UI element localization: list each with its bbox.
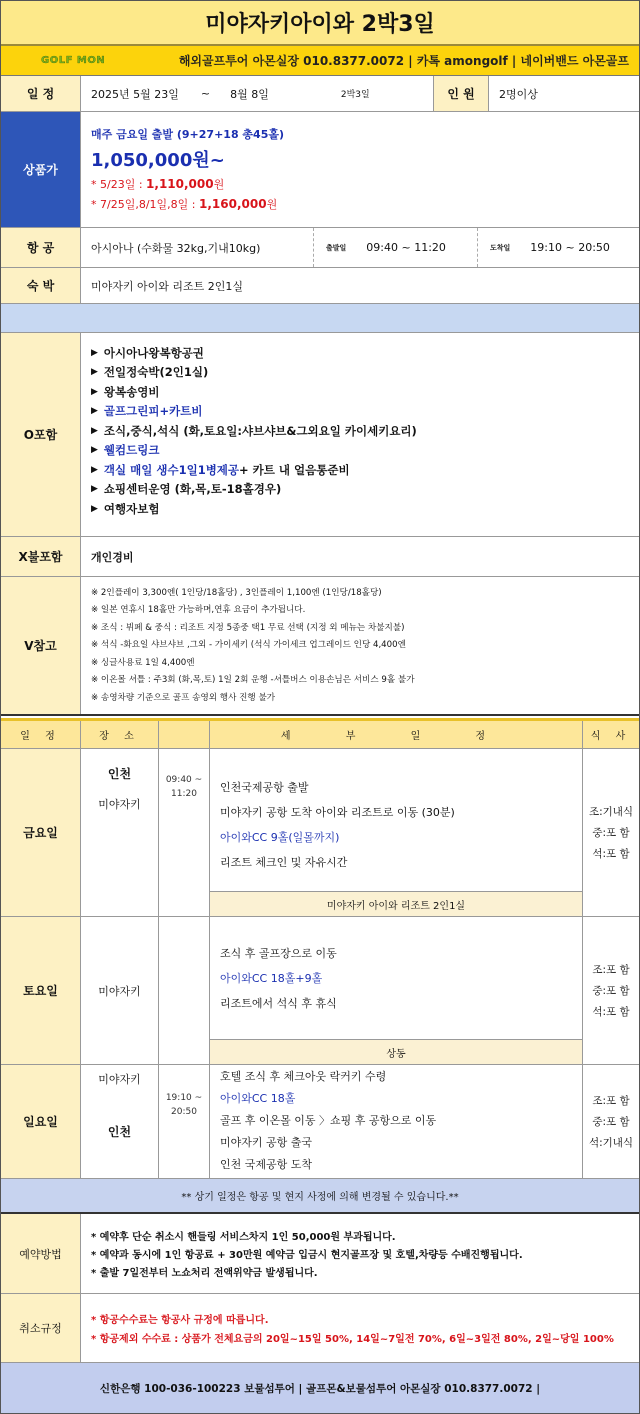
excluded-value: 개인경비 (91, 550, 134, 564)
place: 미야자키 (98, 1073, 141, 1086)
detail-item: 골프 후 이온몰 이동 〉쇼핑 후 공항으로 이동 (220, 1114, 437, 1127)
price-block (81, 112, 284, 227)
meal-item: 조:기내식 (588, 806, 634, 818)
detail-list (210, 749, 582, 891)
place: 인천 (107, 767, 132, 781)
schedule-header (1, 721, 639, 749)
triangle-bullet-icon: ▶ (91, 484, 98, 495)
triangle-bullet-icon: ▶ (91, 367, 98, 378)
reservation-row (1, 1214, 639, 1294)
included-row (1, 333, 639, 537)
period-start: 2025년 5월 23일 (91, 87, 179, 101)
triangle-bullet-icon: ▶ (91, 425, 98, 436)
notes-row (1, 577, 639, 716)
meal-item: 석:기내식 (588, 1137, 634, 1149)
day-detail (210, 749, 583, 916)
flight-row (1, 228, 639, 268)
detail-item: 리조트 체크인 및 자유시간 (220, 855, 348, 869)
day-detail (210, 917, 583, 1064)
reservation-item: * 출발 7일전부터 노쇼처리 전액위약금 발생됩니다. (91, 1268, 318, 1279)
day-places (81, 1065, 159, 1178)
notes-label: V참고 (1, 577, 81, 714)
note-item: ※ 2인플레이 3,300엔( 1인당/18홀당) , 3인플레이 1,100엔 (1인당/18홀당) (91, 587, 382, 598)
cancel-label: 취소규정 (1, 1294, 81, 1362)
triangle-bullet-icon: ▶ (91, 445, 98, 456)
detail-item: 아이와CC 18홀+9홀 (220, 972, 323, 985)
day-places (81, 749, 159, 916)
divider-band (1, 304, 639, 333)
included-list (81, 333, 417, 536)
flight-label: 항 공 (1, 228, 81, 267)
included-item: ▶ 조식,중식,석식 (화,토요일:샤브샤브&그외요일 카이세키요리) (91, 423, 417, 438)
included-label: O포함 (1, 333, 81, 536)
detail-item: 아이와CC 18홀 (220, 1092, 296, 1105)
bank-info: 신한은행 100-036-100223 보물섬투어 | 골프몬&보물섬투어 아몬실장 010.8377.0072 | (1, 1362, 639, 1413)
price-label: 상품가 (1, 112, 81, 227)
depart-time: 09:40 ~ 11:20 (366, 241, 446, 254)
detail-item: 호텔 조식 후 체크아웃 락커키 수령 (220, 1070, 387, 1083)
notes-list (81, 577, 415, 714)
place: 미야자키 (98, 984, 141, 998)
day-hotel: 상동 (210, 1039, 582, 1064)
period-duration: 2박3일 (340, 90, 370, 100)
included-item: ▶ 아시아나왕복항공권 (91, 345, 204, 360)
reservation-label: 예약방법 (1, 1214, 81, 1293)
meal-item: 석:포 함 (592, 848, 630, 860)
reservation-item: * 예약과 동시에 1인 항공료 + 30만원 예약금 입금시 현지골프장 및 호텔,차량등 수배진행됩니다. (91, 1250, 523, 1261)
arrive-label: 도착일 (490, 243, 511, 252)
day-label: 토요일 (1, 917, 81, 1064)
golfmon-logo: GOLF MON (41, 55, 106, 66)
price-extra-1 (91, 176, 284, 192)
meal-item: 중:포 함 (592, 985, 630, 997)
period-value (81, 76, 433, 111)
day-detail (210, 1065, 583, 1178)
price-extra-amount: 1,160,000 (198, 197, 267, 211)
schedule-header-time (159, 721, 210, 748)
day-meals (583, 749, 639, 916)
included-item: ▶ 웰컴드링크 (91, 443, 160, 458)
included-item: ▶ 여행자보험 (91, 501, 160, 516)
schedule-day-friday (1, 749, 639, 917)
detail-item: 조식 후 골프장으로 이동 (220, 947, 337, 960)
reservation-item: * 예약후 단순 취소시 핸들링 서비스차지 1인 50,000원 부과됩니다. (91, 1232, 396, 1243)
included-item: ▶ 전일정숙박(2인1실) (91, 365, 209, 380)
detail-item: 인천 국제공항 도착 (220, 1158, 313, 1171)
note-item: ※ 이온몰 셔틀 : 주3회 (화,목,토) 1일 2회 운행 -셔틀버스 이용손님은 서비스 9홀 불가 (91, 675, 415, 686)
schedule-warning: ** 상기 일정은 항공 및 현지 사정에 의해 변경될 수 있습니다.** (1, 1179, 639, 1214)
hotel-label: 숙 박 (1, 268, 81, 303)
excluded-row (1, 537, 639, 577)
note-item: ※ 조식 : 뷔페 & 중식 : 리조트 지정 5종중 택1 무료 선택 (지정 외 메뉴는 차불지불) (91, 622, 405, 633)
price-extra-prefix: * 5/23일 : (91, 178, 147, 191)
period-row (1, 76, 639, 112)
note-item: ※ 일본 연휴시 18홀만 가능하며,연휴 요금이 추가됩니다. (91, 605, 306, 616)
meal-item: 조:포 함 (592, 964, 630, 976)
included-item: ▶ 왕복송영비 (91, 384, 160, 399)
depart-label: 출발일 (326, 243, 347, 252)
contact-bar (1, 46, 639, 76)
people-label: 인 원 (433, 76, 489, 111)
day-label: 일요일 (1, 1065, 81, 1178)
price-row (1, 112, 639, 228)
detail-item: 인천국제공항 출발 (220, 780, 309, 794)
place: 미야자키 (98, 798, 141, 811)
flight-arrive (478, 228, 639, 267)
note-item: ※ 싱글사용료 1일 4,400엔 (91, 657, 195, 668)
period-end: 8월 8일 (230, 87, 269, 101)
schedule-header-detail: 세 부 일 정 (210, 721, 583, 748)
cancel-item: * 항공제외 수수료 : 상품가 전체요금의 20일~15일 50%, 14일~7일전 70%, 6일~3일전 80%, 2일~당일 100% (91, 1334, 614, 1345)
included-item: ▶ 객실 매일 생수1일1병제공 + 카트 내 얼음통준비 (91, 462, 350, 477)
triangle-bullet-icon: ▶ (91, 503, 98, 514)
detail-list (210, 917, 582, 1039)
schedule-header-place: 장 소 (81, 721, 159, 748)
reservation-list (81, 1214, 523, 1293)
triangle-bullet-icon: ▶ (91, 386, 98, 397)
day-time (159, 917, 210, 1064)
schedule-header-day: 일 정 (1, 721, 81, 748)
included-item: ▶ 골프그린피+카트비 (91, 404, 203, 419)
triangle-bullet-icon: ▶ (91, 464, 98, 475)
note-item: ※ 석식 -화요일 샤브샤브 ,그외 - 가이세키 (석식 가이세크 업그레이드 인당 4,400엔 (91, 640, 406, 651)
contact-text: 해외골프투어 아몬실장 010.8377.0072 | 카톡 amongolf | 네이버밴드 아몬골프 (178, 54, 629, 68)
detail-item: 리조트에서 석식 후 휴식 (220, 997, 337, 1010)
flight-depart (314, 228, 478, 267)
meal-item: 조:포 함 (592, 1095, 630, 1107)
detail-item: 미야자키 공항 도착 아이와 리조트로 이동 (30분) (220, 805, 455, 819)
period-label: 일 정 (1, 76, 81, 111)
day-time: 09:40 ~ 11:20 (159, 749, 210, 916)
detail-item: 아이와CC 9홀(일몰까지) (220, 830, 340, 844)
day-label: 금요일 (1, 749, 81, 916)
meal-item: 중:포 함 (592, 1116, 630, 1128)
people-value: 2명이상 (499, 87, 538, 101)
price-main: 1,050,000원~ (91, 150, 225, 171)
price-extra-prefix: * 7/25일,8/1일,8일 : (91, 198, 199, 211)
price-weekly: 매주 금요일 출발 (9+27+18 총45홀) (91, 128, 285, 141)
flight-airline: 아시아나 (수화물 32kg,기내10kg) (81, 228, 314, 267)
cancel-item: * 항공수수료는 항공사 규정에 따릅니다. (91, 1315, 269, 1326)
cancel-row (1, 1294, 639, 1362)
excluded-label: X불포함 (1, 537, 81, 576)
price-extra-suffix: 원 (213, 178, 225, 191)
page-title: 미야자키아이와 2박3일 (1, 1, 639, 46)
place: 인천 (107, 1125, 132, 1139)
schedule-header-meal: 식 사 (590, 731, 632, 742)
day-meals (583, 917, 639, 1064)
schedule-day-saturday (1, 917, 639, 1065)
triangle-bullet-icon: ▶ (91, 347, 98, 358)
included-item: ▶ 쇼핑센터운영 (화,목,토-18홀경우) (91, 482, 282, 497)
price-extra-amount: 1,110,000 (146, 177, 214, 191)
meal-item: 석:포 함 (592, 1006, 630, 1018)
price-extra-suffix: 원 (266, 198, 278, 211)
cancel-list (81, 1294, 614, 1362)
arrive-time: 19:10 ~ 20:50 (530, 241, 610, 254)
detail-item: 미야자키 공항 출국 (220, 1136, 313, 1149)
day-places (81, 917, 159, 1064)
note-item: ※ 송영차량 기준으로 골프 송영외 행사 진행 불가 (91, 692, 276, 703)
day-meals (583, 1065, 639, 1178)
hotel-row (1, 268, 639, 304)
day-time: 19:10 ~ 20:50 (159, 1065, 210, 1178)
day-hotel: 미야자키 아이와 리조트 2인1실 (210, 891, 582, 916)
detail-list (210, 1065, 582, 1178)
price-extra-2 (91, 196, 284, 212)
triangle-bullet-icon: ▶ (91, 406, 98, 417)
meal-item: 중:포 함 (592, 827, 630, 839)
period-tilde: ~ (200, 87, 211, 100)
schedule-day-sunday (1, 1065, 639, 1179)
hotel-value: 미야자키 아이와 리조트 2인1실 (91, 279, 243, 293)
